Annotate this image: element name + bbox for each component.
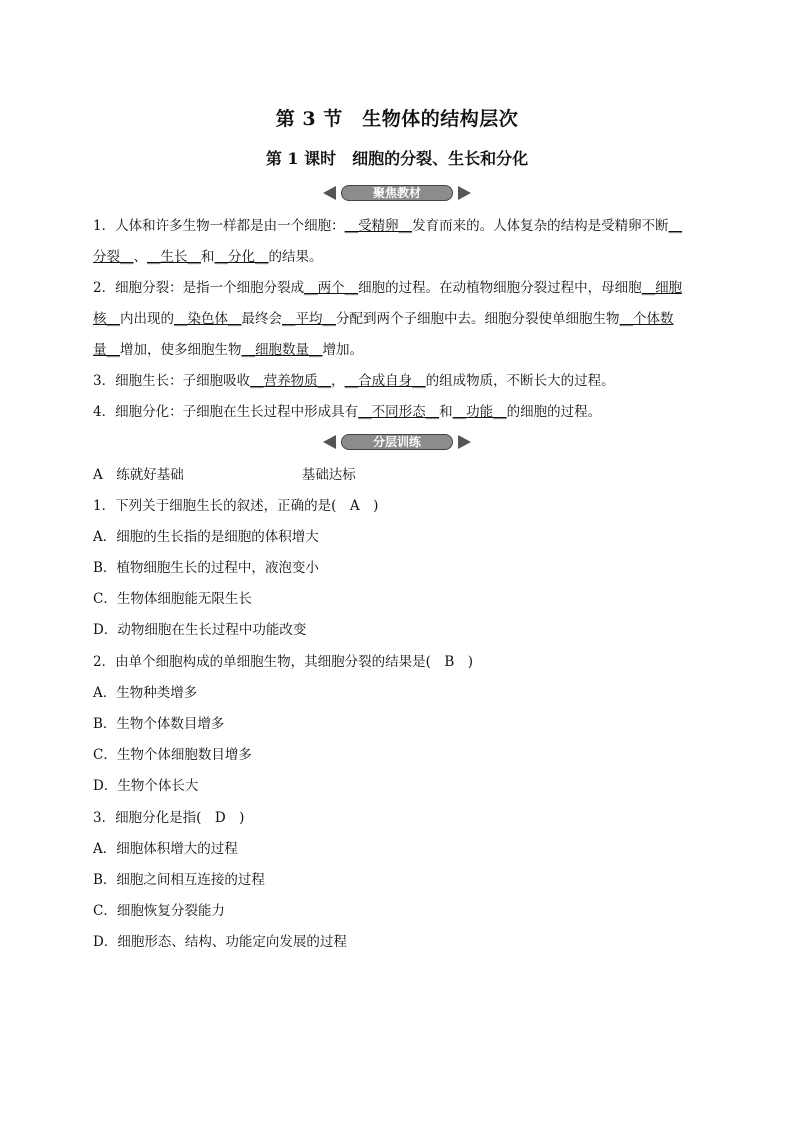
question-stem: 1．下列关于细胞生长的叙述，正确的是( A ): [93, 498, 379, 514]
blank-answer: __: [668, 218, 683, 234]
section-title: 第 3 节 生物体的结构层次: [275, 108, 519, 130]
question-option: B．生物个体数目增多: [93, 716, 225, 732]
question-stem: 3．细胞分化是指( D ): [93, 810, 245, 826]
blank-answer: __细胞: [641, 280, 683, 296]
banner-training: [321, 433, 473, 451]
question-option: D．生物个体长大: [93, 778, 199, 794]
blank-answer: __营养物质__: [250, 373, 332, 389]
focus-p2-line3: 量__增加，使多细胞生物__细胞数量__增加。: [93, 342, 363, 358]
blank-answer: 核__: [93, 311, 120, 327]
focus-p2-line1: 2．细胞分裂：是指一个细胞分裂成__两个__细胞的过程。在动植物细胞分裂过程中，母细胞__细胞: [93, 280, 683, 296]
level-a-label: A 练就好基础: [93, 467, 184, 483]
question-option: B．植物细胞生长的过程中，液泡变小: [93, 560, 319, 576]
left-arrow-icon: [323, 435, 336, 449]
level-heading: [93, 466, 703, 484]
blank-answer: __功能__: [452, 404, 507, 420]
blank-answer: 量__: [93, 342, 120, 358]
question-option: D．动物细胞在生长过程中功能改变: [93, 622, 307, 638]
question-option: C．细胞恢复分裂能力: [93, 903, 225, 919]
level-sub-label: 基础达标: [301, 467, 356, 483]
question-stem: 2．由单个细胞构成的单细胞生物，其细胞分裂的结果是( B ): [93, 654, 474, 670]
left-arrow-icon: [323, 186, 336, 200]
banner-training-label: 分层训练: [341, 434, 453, 450]
question-option: C．生物体细胞能无限生长: [93, 591, 252, 607]
question-option: C．生物个体细胞数目增多: [93, 747, 252, 763]
focus-p1-line1: 1．人体和许多生物一样都是由一个细胞：__受精卵__发育而来的。人体复杂的结构是受精卵不断__: [93, 218, 683, 234]
banner-focus-label: 聚焦教材: [341, 185, 453, 201]
question-option: A．生物种类增多: [93, 685, 198, 701]
question-option: D．细胞形态、结构、功能定向发展的过程: [93, 934, 347, 950]
right-arrow-icon: [458, 186, 471, 200]
blank-answer: 分裂__: [93, 249, 134, 265]
blank-answer: __平均__: [282, 311, 336, 327]
blank-answer: __两个__: [304, 280, 359, 296]
question-option: A．细胞体积增大的过程: [93, 841, 238, 857]
focus-p4: 4．细胞分化：子细胞在生长过程中形成具有__不同形态__和__功能__的细胞的过程。: [93, 404, 602, 420]
lesson-title: 第 1 课时 细胞的分裂、生长和分化: [265, 149, 529, 168]
right-arrow-icon: [458, 435, 471, 449]
blank-answer: __个体数: [619, 311, 674, 327]
blank-answer: __受精卵__: [344, 218, 413, 234]
blank-answer: __分化__: [214, 249, 269, 265]
blank-answer: __合成自身__: [344, 373, 426, 389]
blank-answer: __细胞数量__: [241, 342, 323, 358]
question-option: A．细胞的生长指的是细胞的体积增大: [93, 529, 319, 545]
question-option: B．细胞之间相互连接的过程: [93, 872, 265, 888]
blank-answer: __生长__: [147, 249, 201, 265]
focus-p2-line2: 核__内出现的__染色体__最终会__平均__分配到两个子细胞中去。细胞分裂使单细胞生物__个体数: [93, 311, 674, 327]
blank-answer: __不同形态__: [358, 404, 440, 420]
blank-answer: __染色体__: [174, 311, 242, 327]
focus-p1-line2: 分裂__、__生长__和__分化__的结果。: [93, 249, 323, 265]
banner-focus: [321, 184, 473, 202]
focus-p3: 3．细胞生长：子细胞吸收__营养物质__，__合成自身__的组成物质，不断长大的过程。: [93, 373, 615, 389]
